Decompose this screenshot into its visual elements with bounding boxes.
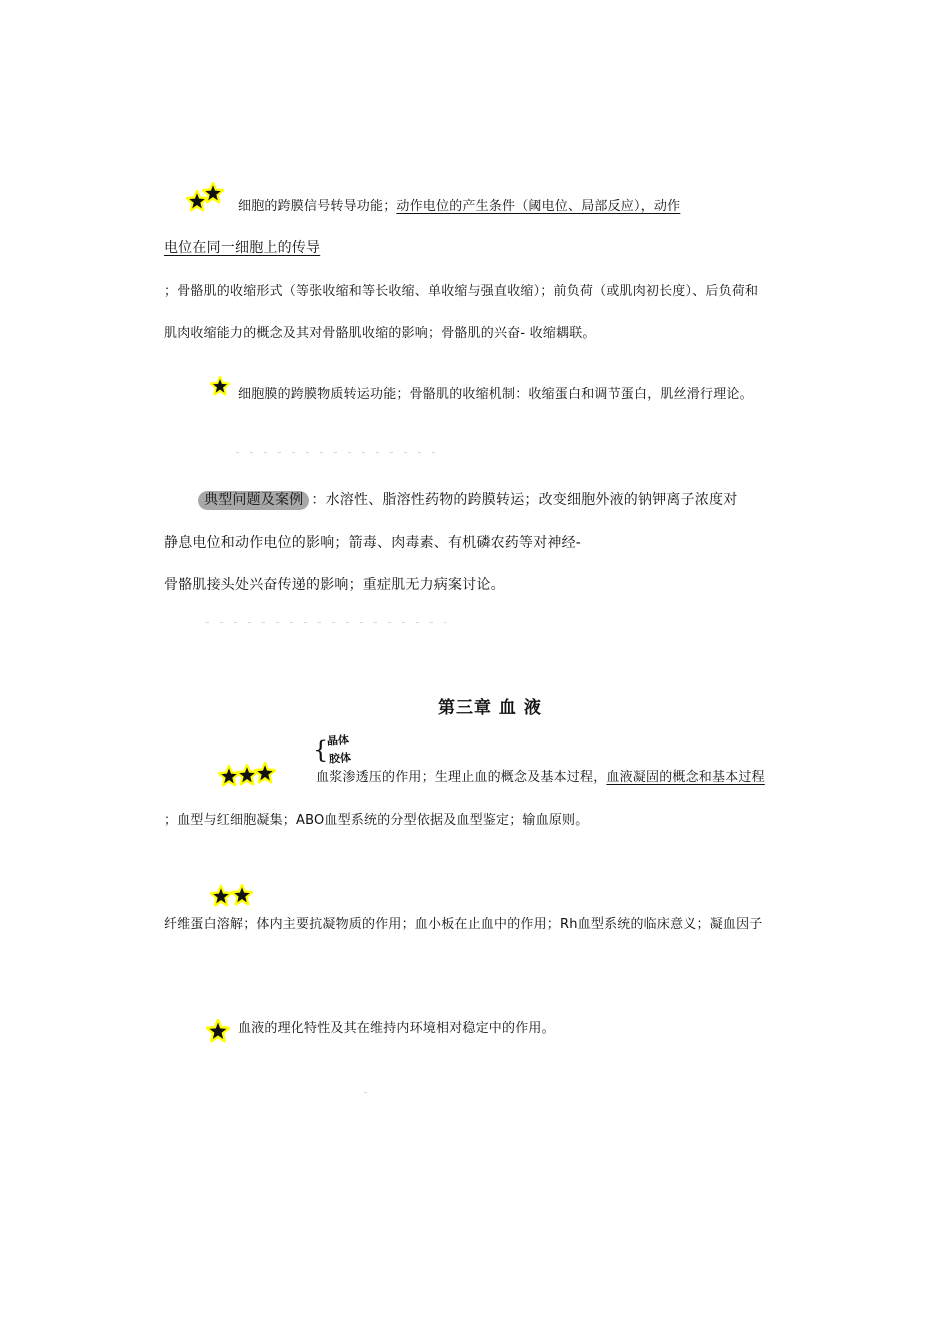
handwritten-note-1: 晶体	[326, 733, 350, 748]
handwritten-brace: {	[313, 736, 329, 764]
section1-line1-underlined: 动作电位的产生条件（阈电位、局部反应），动作	[396, 199, 681, 214]
chapter3-line1-text: 血浆渗透压的作用；生理止血的概念及基本过程，	[316, 770, 607, 785]
star-icon	[206, 1019, 230, 1043]
chapter3-line4: 血液的理化特性及其在维持内环境相对稳定中的作用。	[238, 1021, 555, 1036]
star-icon	[210, 885, 232, 907]
cases-line2: 静息电位和动作电位的影响；箭毒、肉毒素、有机磷农药等对神经-	[164, 535, 582, 551]
chapter3-line1-underlined: 血液凝固的概念和基本过程	[606, 770, 765, 785]
chapter3-line1	[316, 770, 765, 786]
cases-line1	[198, 491, 737, 510]
cases-tag: 典型问题及案例	[198, 491, 309, 510]
section2-line1: 细胞膜的跨膜物质转运功能；骨骼肌的收缩机制：收缩蛋白和调节蛋白，肌丝滑行理论。	[238, 387, 753, 402]
chapter3-line2: ；血型与红细胞凝集；ABO血型系统的分型依据及血型鉴定；输血原则。	[164, 813, 589, 828]
faint-mark	[206, 622, 446, 623]
star-icon	[254, 762, 276, 784]
section1-line2: 电位在同一细胞上的传导	[164, 240, 321, 256]
chapter3-line3: 纤维蛋白溶解；体内主要抗凝物质的作用；血小板在止血中的作用；Rh血型系统的临床意义；凝血因子	[164, 917, 763, 932]
faint-mark	[236, 452, 436, 453]
star-icon	[210, 376, 230, 396]
star-icon	[231, 884, 253, 906]
faint-mark	[364, 1092, 368, 1093]
section1-line4: 肌肉收缩能力的概念及其对骨骼肌收缩的影响；骨骼肌的兴奋- 收缩耦联。	[164, 326, 596, 341]
cases-line1-text: ：水溶性、脂溶性药物的跨膜转运；改变细胞外液的钠钾离子浓度对	[311, 492, 738, 508]
section1-line3: ；骨骼肌的收缩形式（等张收缩和等长收缩、单收缩与强直收缩）；前负荷（或肌肉初长度）、后负荷和	[164, 284, 759, 299]
star-icon	[202, 182, 224, 204]
handwritten-note-2: 胶体	[328, 751, 352, 766]
section1-line1	[238, 199, 680, 215]
cases-line3: 骨骼肌接头处兴奋传递的影响；重症肌无力病案讨论。	[164, 577, 505, 593]
chapter-title: 第三章 血 液	[438, 698, 542, 718]
section1-line1-text: 细胞的跨膜信号转导功能；	[238, 199, 397, 214]
